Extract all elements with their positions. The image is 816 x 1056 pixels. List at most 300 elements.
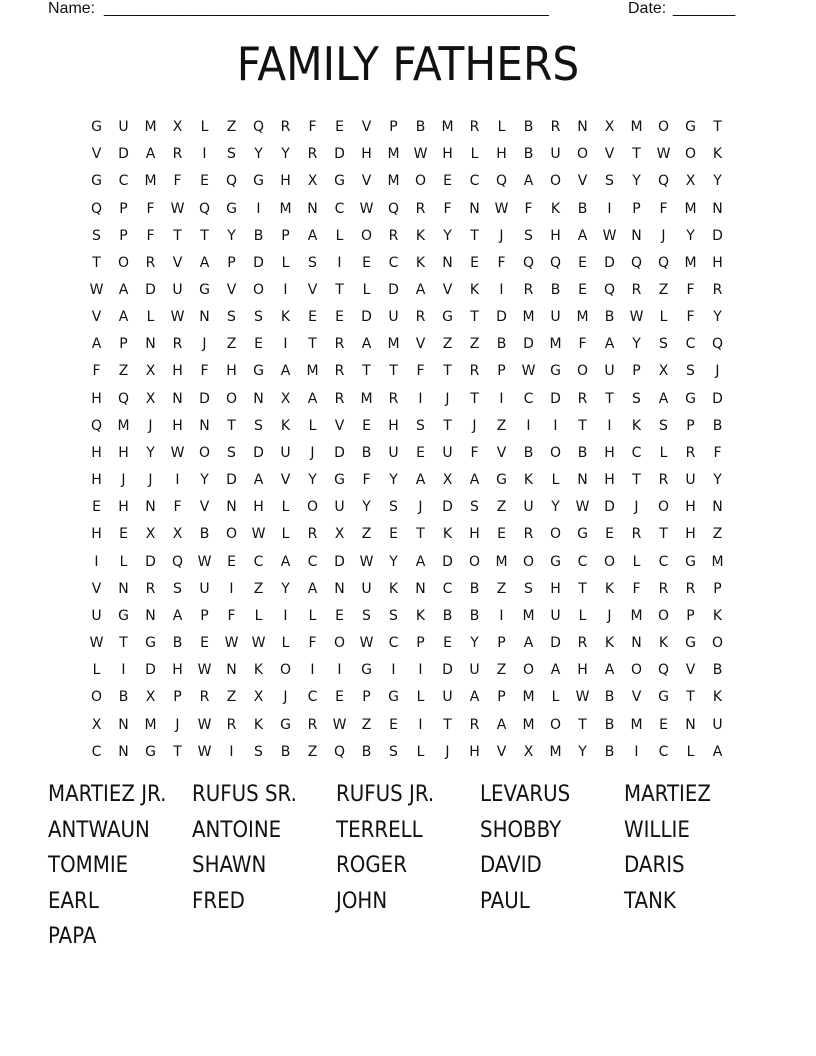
grid-letter: O xyxy=(684,146,697,163)
grid-letter: R xyxy=(523,526,534,543)
grid-letter: C xyxy=(388,635,399,652)
grid-letter: L xyxy=(281,526,290,543)
grid-letter: G xyxy=(91,173,102,190)
grid-letter: B xyxy=(172,635,183,652)
grid-letter: H xyxy=(118,499,129,516)
grid-letter: I xyxy=(121,662,126,679)
grid-letter: R xyxy=(469,119,480,136)
grid-letter: T xyxy=(443,363,452,380)
word-bank-item: ROGER xyxy=(336,853,407,878)
grid-letter: I xyxy=(283,607,288,624)
grid-letter: U xyxy=(523,499,534,516)
grid-letter: W xyxy=(251,635,266,652)
grid-letter: O xyxy=(711,635,724,652)
grid-letter: X xyxy=(658,363,669,380)
grid-letter: W xyxy=(359,553,374,570)
grid-letter: W xyxy=(629,309,644,326)
grid-letter: N xyxy=(226,499,237,516)
grid-letter: G xyxy=(388,689,399,706)
grid-letter: T xyxy=(578,580,587,597)
grid-letter: M xyxy=(630,607,643,624)
grid-letter: W xyxy=(170,444,185,461)
grid-letter: I xyxy=(499,607,504,624)
grid-letter: Y xyxy=(686,227,695,244)
grid-letter: W xyxy=(251,526,266,543)
grid-letter: H xyxy=(91,472,102,489)
grid-letter: J xyxy=(634,499,639,516)
grid-letter: G xyxy=(685,119,696,136)
grid-letter: M xyxy=(522,607,535,624)
grid-letter: F xyxy=(146,200,155,217)
grid-letter: D xyxy=(496,309,507,326)
grid-letter: K xyxy=(415,607,426,624)
grid-letter: H xyxy=(577,662,588,679)
grid-letter: Z xyxy=(712,526,723,543)
grid-letter: J xyxy=(148,472,153,489)
grid-letter: J xyxy=(715,363,720,380)
grid-letter: H xyxy=(91,444,102,461)
grid-letter: X xyxy=(334,526,345,543)
grid-letter: X xyxy=(685,173,696,190)
grid-letter: O xyxy=(414,173,427,190)
grid-letter: Y xyxy=(632,173,641,190)
grid-letter: R xyxy=(550,119,561,136)
grid-letter: I xyxy=(337,254,342,271)
grid-letter: C xyxy=(631,444,642,461)
grid-letter: E xyxy=(200,635,209,652)
grid-letter: P xyxy=(119,227,128,244)
grid-letter: R xyxy=(712,282,723,299)
grid-letter: B xyxy=(469,607,480,624)
grid-letter: M xyxy=(522,309,535,326)
grid-letter: E xyxy=(335,689,344,706)
grid-letter: W xyxy=(359,200,374,217)
grid-letter: T xyxy=(605,390,614,407)
grid-letter: S xyxy=(659,417,668,434)
grid-letter: B xyxy=(523,444,534,461)
grid-letter: S xyxy=(173,580,182,597)
grid-letter: T xyxy=(308,336,317,353)
grid-letter: M xyxy=(495,553,508,570)
grid-letter: M xyxy=(387,336,400,353)
word-bank-item: ANTWAUN xyxy=(48,817,150,843)
grid-letter: V xyxy=(361,173,372,190)
grid-letter: U xyxy=(442,444,453,461)
grid-letter: A xyxy=(523,635,534,652)
grid-letter: P xyxy=(281,227,290,244)
grid-letter: J xyxy=(310,444,315,461)
grid-letter: E xyxy=(605,526,614,543)
grid-letter: O xyxy=(333,635,346,652)
grid-letter: Q xyxy=(522,254,535,271)
grid-row xyxy=(83,223,733,250)
grid-letter: D xyxy=(604,499,615,516)
grid-letter: R xyxy=(631,526,642,543)
grid-letter: L xyxy=(578,607,587,624)
grid-letter: R xyxy=(280,119,291,136)
grid-letter: C xyxy=(469,173,480,190)
grid-letter: C xyxy=(442,580,453,597)
grid-letter: B xyxy=(415,119,426,136)
grid-letter: A xyxy=(658,390,669,407)
grid-letter: G xyxy=(118,607,129,624)
grid-letter: D xyxy=(253,444,264,461)
grid-letter: K xyxy=(604,635,615,652)
grid-letter: B xyxy=(442,607,453,624)
grid-letter: Q xyxy=(657,662,670,679)
grid-letter: I xyxy=(337,662,342,679)
grid-letter: O xyxy=(603,553,616,570)
grid-letter: E xyxy=(362,417,371,434)
grid-letter: S xyxy=(470,499,479,516)
grid-row xyxy=(83,467,733,494)
grid-letter: U xyxy=(712,716,723,733)
grid-letter: S xyxy=(227,309,236,326)
grid-letter: N xyxy=(172,390,183,407)
grid-letter: O xyxy=(657,119,670,136)
grid-letter: R xyxy=(577,390,588,407)
grid-letter: Z xyxy=(226,119,237,136)
grid-letter: X xyxy=(307,173,318,190)
grid-row xyxy=(83,494,733,521)
grid-letter: R xyxy=(415,200,426,217)
grid-letter: A xyxy=(496,716,507,733)
grid-letter: A xyxy=(415,472,426,489)
grid-letter: X xyxy=(253,689,264,706)
grid-letter: I xyxy=(256,200,261,217)
grid-letter: M xyxy=(684,200,697,217)
grid-letter: O xyxy=(90,689,103,706)
grid-letter: O xyxy=(657,499,670,516)
grid-letter: I xyxy=(607,417,612,434)
grid-letter: Q xyxy=(117,390,130,407)
grid-row xyxy=(83,250,733,277)
grid-letter: S xyxy=(362,607,371,624)
grid-letter: I xyxy=(634,743,639,760)
grid-letter: Z xyxy=(469,336,480,353)
grid-letter: O xyxy=(117,254,130,271)
grid-letter: Y xyxy=(362,499,371,516)
grid-letter: E xyxy=(470,254,479,271)
grid-letter: T xyxy=(659,526,668,543)
grid-letter: K xyxy=(658,635,669,652)
grid-letter: L xyxy=(362,282,371,299)
grid-letter: F xyxy=(443,200,452,217)
grid-letter: G xyxy=(658,689,669,706)
grid-letter: U xyxy=(685,472,696,489)
grid-letter: D xyxy=(523,336,534,353)
grid-letter: S xyxy=(389,607,398,624)
grid-letter: H xyxy=(91,526,102,543)
grid-letter: C xyxy=(577,553,588,570)
grid-letter: G xyxy=(550,553,561,570)
grid-letter: D xyxy=(604,254,615,271)
grid-letter: Y xyxy=(254,146,263,163)
grid-letter: Y xyxy=(227,227,236,244)
grid-letter: D xyxy=(199,390,210,407)
grid-letter: K xyxy=(604,580,615,597)
grid-letter: Q xyxy=(387,200,400,217)
grid-letter: O xyxy=(279,662,292,679)
grid-letter: W xyxy=(413,146,428,163)
grid-letter: K xyxy=(388,580,399,597)
grid-letter: W xyxy=(656,146,671,163)
grid-letter: U xyxy=(550,146,561,163)
grid-letter: D xyxy=(334,146,345,163)
grid-letter: L xyxy=(281,635,290,652)
grid-letter: N xyxy=(118,743,129,760)
grid-letter: T xyxy=(362,363,371,380)
grid-letter: G xyxy=(361,662,372,679)
grid-letter: L xyxy=(632,553,641,570)
grid-letter: C xyxy=(253,553,264,570)
grid-letter: I xyxy=(391,662,396,679)
grid-row xyxy=(83,711,733,738)
grid-letter: K xyxy=(415,254,426,271)
grid-letter: R xyxy=(388,390,399,407)
grid-letter: W xyxy=(197,743,212,760)
grid-letter: B xyxy=(577,444,588,461)
grid-letter: A xyxy=(577,227,588,244)
grid-letter: R xyxy=(226,716,237,733)
grid-letter: R xyxy=(685,444,696,461)
grid-letter: U xyxy=(172,282,183,299)
grid-letter: M xyxy=(522,716,535,733)
grid-letter: P xyxy=(497,689,506,706)
grid-letter: U xyxy=(388,309,399,326)
grid-letter: W xyxy=(224,635,239,652)
grid-letter: X xyxy=(145,363,156,380)
grid-letter: L xyxy=(335,227,344,244)
grid-letter: E xyxy=(578,254,587,271)
grid-letter: W xyxy=(197,716,212,733)
grid-letter: J xyxy=(607,607,612,624)
grid-letter: K xyxy=(442,526,453,543)
grid-row xyxy=(83,603,733,630)
grid-letter: A xyxy=(361,336,372,353)
grid-letter: R xyxy=(172,146,183,163)
grid-letter: M xyxy=(387,173,400,190)
grid-letter: A xyxy=(253,472,264,489)
grid-letter: R xyxy=(658,472,669,489)
grid-letter: V xyxy=(307,282,318,299)
grid-letter: F xyxy=(470,444,479,461)
grid-letter: L xyxy=(659,444,668,461)
grid-letter: A xyxy=(199,254,210,271)
grid-letter: G xyxy=(550,363,561,380)
grid-letter: P xyxy=(119,200,128,217)
grid-letter: M xyxy=(306,363,319,380)
grid-letter: C xyxy=(388,254,399,271)
grid-letter: W xyxy=(575,499,590,516)
name-blank: __________________________________________________ xyxy=(104,0,549,17)
grid-letter: C xyxy=(658,743,669,760)
grid-letter: V xyxy=(631,689,642,706)
grid-letter: F xyxy=(173,499,182,516)
grid-letter: B xyxy=(604,716,615,733)
grid-letter: C xyxy=(523,390,534,407)
grid-letter: A xyxy=(307,580,318,597)
grid-row xyxy=(83,413,733,440)
grid-letter: U xyxy=(388,444,399,461)
name-label: Name: xyxy=(48,0,96,17)
grid-letter: V xyxy=(280,472,291,489)
grid-letter: D xyxy=(145,662,156,679)
grid-letter: A xyxy=(604,336,615,353)
grid-letter: U xyxy=(442,689,453,706)
word-bank-item: PAPA xyxy=(48,924,97,949)
grid-letter: R xyxy=(145,580,156,597)
header-line xyxy=(48,0,748,20)
grid-letter: N xyxy=(199,309,210,326)
grid-letter: B xyxy=(253,227,264,244)
grid-letter: E xyxy=(416,444,425,461)
grid-letter: N xyxy=(712,499,723,516)
grid-letter: T xyxy=(470,390,479,407)
grid-letter: C xyxy=(334,200,345,217)
grid-letter: Y xyxy=(200,472,209,489)
grid-letter: Z xyxy=(496,499,507,516)
grid-letter: E xyxy=(659,716,668,733)
grid-letter: U xyxy=(199,580,210,597)
grid-letter: L xyxy=(686,743,695,760)
grid-letter: N xyxy=(199,417,210,434)
word-bank-item: JOHN xyxy=(336,888,388,914)
grid-letter: G xyxy=(145,743,156,760)
grid-letter: J xyxy=(175,716,180,733)
grid-letter: B xyxy=(496,336,507,353)
grid-letter: F xyxy=(92,363,101,380)
grid-letter: O xyxy=(522,662,535,679)
grid-letter: W xyxy=(359,635,374,652)
grid-letter: H xyxy=(469,526,480,543)
grid-letter: Y xyxy=(632,336,641,353)
word-bank-item: ANTOINE xyxy=(192,817,282,843)
grid-letter: B xyxy=(523,119,534,136)
grid-letter: V xyxy=(91,146,102,163)
grid-letter: L xyxy=(659,309,668,326)
grid-letter: F xyxy=(227,607,236,624)
grid-letter: S xyxy=(686,363,695,380)
grid-letter: H xyxy=(118,444,129,461)
grid-letter: Y xyxy=(713,309,722,326)
grid-letter: U xyxy=(334,499,345,516)
grid-letter: V xyxy=(604,146,615,163)
grid-letter: X xyxy=(523,743,534,760)
grid-letter: A xyxy=(280,553,291,570)
grid-letter: I xyxy=(283,282,288,299)
grid-letter: O xyxy=(468,553,481,570)
grid-letter: V xyxy=(226,282,237,299)
grid-letter: X xyxy=(172,526,183,543)
grid-letter: L xyxy=(92,662,101,679)
word-bank-item: PAUL xyxy=(480,888,530,914)
grid-letter: T xyxy=(416,526,425,543)
grid-letter: E xyxy=(497,526,506,543)
grid-letter: O xyxy=(576,146,589,163)
grid-letter: D xyxy=(550,635,561,652)
word-bank-item: TOMMIE xyxy=(48,853,129,878)
letter-grid xyxy=(83,114,733,766)
grid-letter: V xyxy=(415,336,426,353)
grid-letter: T xyxy=(632,472,641,489)
grid-letter: B xyxy=(118,689,129,706)
grid-letter: I xyxy=(418,390,423,407)
grid-letter: K xyxy=(523,472,534,489)
grid-letter: I xyxy=(418,662,423,679)
grid-letter: X xyxy=(91,716,102,733)
grid-letter: G xyxy=(496,472,507,489)
grid-letter: Q xyxy=(225,173,238,190)
grid-letter: B xyxy=(361,743,372,760)
grid-letter: I xyxy=(418,716,423,733)
grid-letter: F xyxy=(578,336,587,353)
grid-letter: K xyxy=(712,146,723,163)
grid-letter: S xyxy=(92,227,101,244)
grid-letter: Z xyxy=(361,716,372,733)
grid-letter: M xyxy=(630,119,643,136)
grid-letter: V xyxy=(91,580,102,597)
word-bank-item: SHAWN xyxy=(192,853,267,878)
grid-letter: D xyxy=(442,499,453,516)
grid-letter: Z xyxy=(307,743,318,760)
grid-letter: T xyxy=(713,119,722,136)
grid-letter: G xyxy=(253,173,264,190)
grid-letter: T xyxy=(200,227,209,244)
grid-letter: W xyxy=(494,200,509,217)
grid-letter: K xyxy=(469,282,480,299)
grid-letter: Y xyxy=(146,444,155,461)
grid-letter: D xyxy=(145,282,156,299)
grid-letter: P xyxy=(497,363,506,380)
grid-letter: R xyxy=(577,635,588,652)
grid-letter: R xyxy=(334,390,345,407)
grid-letter: M xyxy=(441,119,454,136)
grid-letter: X xyxy=(145,390,156,407)
grid-letter: W xyxy=(170,200,185,217)
grid-letter: P xyxy=(686,417,695,434)
grid-letter: E xyxy=(92,499,101,516)
grid-letter: D xyxy=(361,309,372,326)
grid-row xyxy=(83,657,733,684)
grid-letter: A xyxy=(415,282,426,299)
grid-letter: N xyxy=(712,200,723,217)
grid-letter: S xyxy=(308,254,317,271)
grid-row xyxy=(83,440,733,467)
grid-letter: R xyxy=(334,336,345,353)
grid-letter: N xyxy=(118,580,129,597)
grid-letter: Q xyxy=(711,336,724,353)
grid-letter: Q xyxy=(171,553,184,570)
grid-letter: F xyxy=(686,309,695,326)
grid-letter: J xyxy=(661,227,666,244)
grid-letter: M xyxy=(630,716,643,733)
grid-letter: I xyxy=(229,580,234,597)
grid-letter: M xyxy=(279,200,292,217)
grid-letter: T xyxy=(227,417,236,434)
grid-letter: B xyxy=(199,526,210,543)
grid-letter: A xyxy=(91,336,102,353)
grid-letter: O xyxy=(549,173,562,190)
grid-letter: U xyxy=(118,119,129,136)
grid-letter: Z xyxy=(226,336,237,353)
grid-letter: Z xyxy=(226,689,237,706)
grid-letter: O xyxy=(657,607,670,624)
grid-letter: A xyxy=(172,607,183,624)
grid-letter: T xyxy=(173,743,182,760)
grid-letter: I xyxy=(94,553,99,570)
grid-letter: G xyxy=(145,635,156,652)
